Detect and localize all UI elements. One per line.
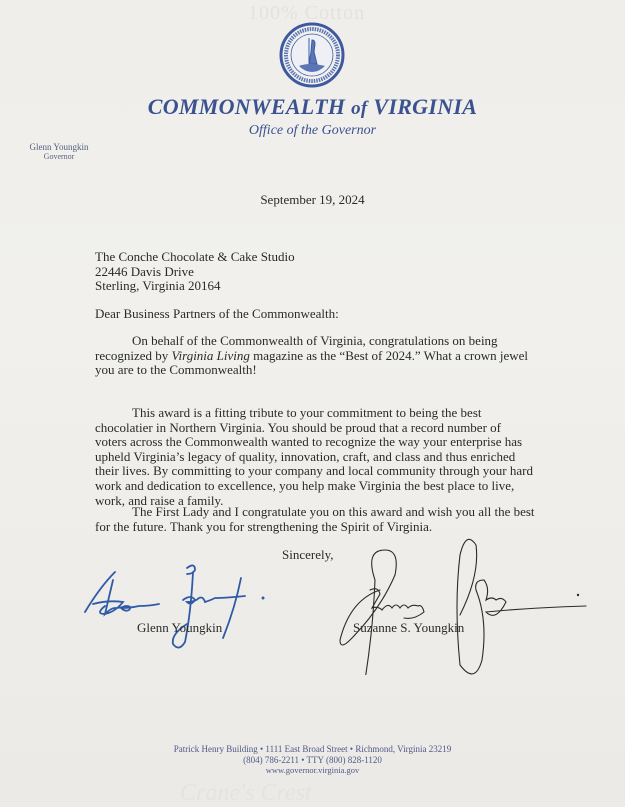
- title-commonwealth: COMMONWEALTH: [147, 94, 346, 119]
- paragraph-3: The First Lady and I congratulate you on this award and wish you all the best for the future. Thank you for strengthening the Spirit of Virginia.: [95, 504, 535, 534]
- signer-name-governor: Glenn Youngkin: [137, 620, 223, 635]
- paper-watermark-bottom: Crane's Crest: [180, 780, 312, 806]
- recipient-city: Sterling, Virginia 20164: [95, 278, 221, 293]
- title-virginia: VIRGINIA: [373, 94, 478, 119]
- paper-watermark-top: 100% Cotton: [248, 2, 366, 24]
- signer-name-first-lady: Suzanne S. Youngkin: [353, 620, 465, 635]
- title-of: of: [351, 98, 368, 119]
- governor-name: Glenn Youngkin: [29, 142, 89, 152]
- first-lady-signature: [310, 535, 610, 675]
- governor-block: [14, 142, 104, 162]
- letterhead-footer: [0, 744, 625, 776]
- footer-address: Patrick Henry Building • 1111 East Broad Street • Richmond, Virginia 23219: [173, 744, 452, 754]
- letter-date: September 19, 2024: [260, 192, 365, 207]
- virginia-state-seal-icon: [279, 22, 345, 88]
- footer-website: www.governor.virginia.gov: [265, 765, 360, 775]
- paragraph-2: This award is a fitting tribute to your commitment to being the best chocolatier in Northern Virginia. You should be proud that a record number of voters across the Commonwealth wanted to recognize the way your enterprise has upheld Virginia’s legacy of quality, innovation, craft, and class and thus enriched their lives. By committing to your company and local community through your hard work and dedication to excellence, you help make Virginia the best place to live, work, and raise a family.: [95, 405, 533, 508]
- letterhead-title: [0, 94, 625, 120]
- recipient-street: 22446 Davis Drive: [95, 263, 194, 279]
- paragraph-1-text-a: On behalf of the Commonwealth of Virginia, congratulations on being recognized by: [95, 333, 498, 363]
- paragraph-1-text-b: magazine as the “Best of 2024.” What a crown jewel you are to the Commonwealth!: [95, 347, 528, 378]
- footer-phones: (804) 786-2211 • TTY (800) 828-1120: [243, 754, 382, 765]
- closing: Sincerely,: [282, 547, 334, 562]
- paragraph-1: [95, 334, 535, 378]
- magazine-title: Virginia Living: [171, 347, 250, 363]
- governor-title: Governor: [43, 152, 75, 161]
- recipient-address: [95, 250, 295, 294]
- governor-signature: [75, 560, 285, 660]
- salutation: Dear Business Partners of the Commonwealth:: [95, 306, 339, 321]
- letterhead-subtitle: Office of the Governor: [248, 123, 377, 138]
- recipient-name: The Conche Chocolate & Cake Studio: [95, 249, 295, 264]
